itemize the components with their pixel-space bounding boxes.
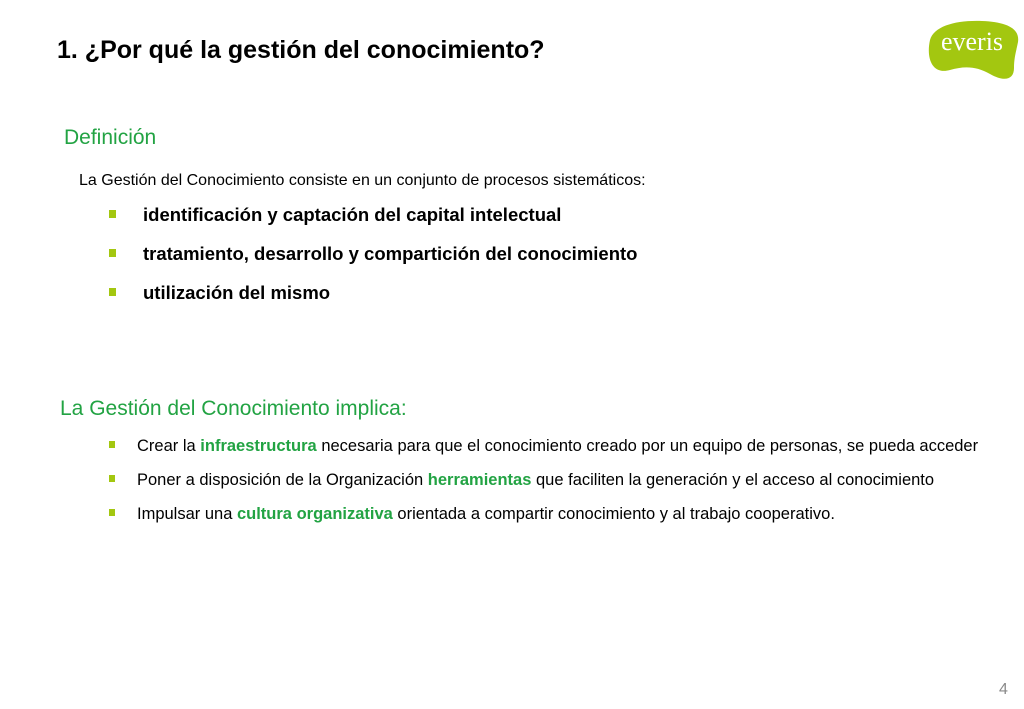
list-item-text: identificación y captación del capital intelectual — [143, 204, 562, 225]
list-item-text — [137, 505, 835, 524]
highlight-term: infraestructura — [200, 437, 317, 455]
text-before: Poner a disposición de la Organización — [137, 471, 428, 489]
square-bullet-icon — [109, 288, 116, 296]
text-after: que faciliten la generación y el acceso al conocimiento — [531, 471, 935, 489]
list-item-text: utilización del mismo — [143, 282, 331, 303]
square-bullet-icon — [109, 475, 115, 482]
text-after: necesaria para que el conocimiento creado por un equipo de personas, se pueda acceder — [316, 437, 979, 455]
list-item-text — [137, 437, 978, 456]
text-after: orientada a compartir conocimiento y al trabajo cooperativo. — [392, 505, 835, 523]
highlight-term: cultura organizativa — [236, 505, 393, 523]
highlight-term: herramientas — [427, 471, 532, 489]
everis-logo — [924, 18, 1020, 84]
slide-title: 1. ¿Por qué la gestión del conocimiento? — [57, 36, 545, 64]
definition-heading: Definición — [64, 126, 157, 149]
everis-logo-text: everis — [940, 27, 1004, 56]
definition-intro: La Gestión del Conocimiento consiste en un conjunto de procesos sistemáticos: — [79, 172, 646, 189]
list-item-text: tratamiento, desarrollo y compartición del conocimiento — [143, 243, 638, 264]
text-before: Crear la — [137, 437, 201, 455]
square-bullet-icon — [109, 210, 116, 218]
list-item-text — [137, 471, 934, 490]
text-before: Impulsar una — [137, 505, 237, 523]
everis-logo-shape — [924, 18, 1020, 84]
square-bullet-icon — [109, 249, 116, 257]
square-bullet-icon — [109, 509, 115, 516]
implies-heading: La Gestión del Conocimiento implica: — [60, 397, 407, 420]
square-bullet-icon — [109, 441, 115, 448]
page-number: 4 — [999, 681, 1008, 698]
